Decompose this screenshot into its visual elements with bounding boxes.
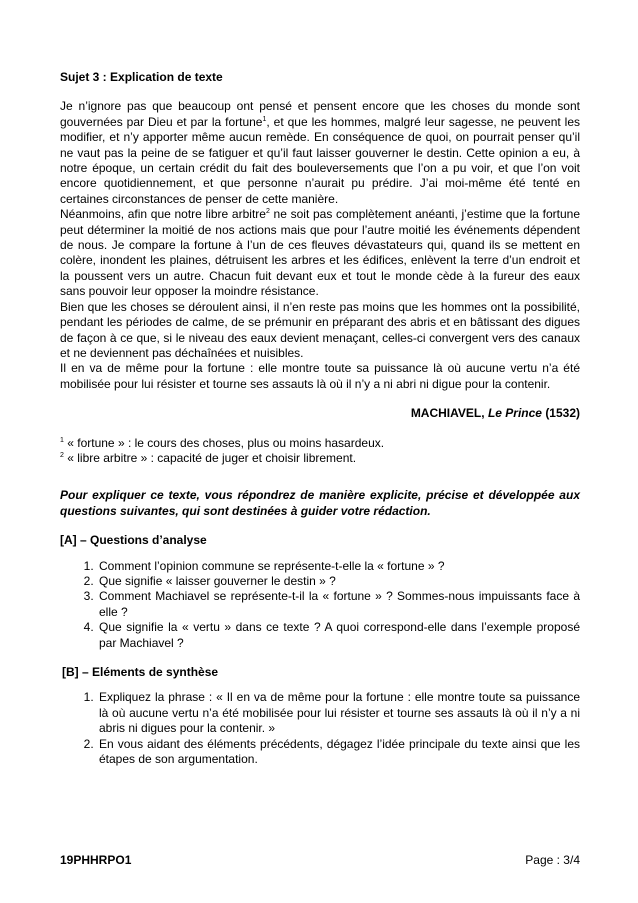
- author-citation: [60, 406, 580, 421]
- text-paragraph-4: Il en va de même pour la fortune : elle montre toute sa puissance là où aucune vertu n’a été mobilisée pour lui résister et tourne ses assauts là où il n’y a ni abri ni digue pour la contenir.: [60, 361, 580, 391]
- footnote-1: $^1$ « fortune » : le cours des choses, plus ou moins hasardeux.: [60, 435, 385, 450]
- work-title: Le Prince: [487, 406, 542, 421]
- list-item: 1. Expliquez la phrase : « Il en va de même pour la fortune : elle montre toute sa puissance là où aucune vertu n’a été mobilisée pour lui résister et tourne ses assauts là où il n’y a ni abris ni digues pour la contenir. »: [97, 690, 580, 736]
- list-item: 2. Que signifie « laisser gouverner le destin » ?: [97, 574, 580, 589]
- page-number: Page : 3/4: [525, 853, 580, 867]
- section-b-heading: [B] – Eléments de synthèse: [62, 665, 219, 679]
- author-name: MACHIAVEL,: [410, 406, 485, 421]
- list-item: 1. Comment l’opinion commune se représente-t-elle la « fortune » ?: [97, 559, 580, 574]
- work-year: (1532): [545, 406, 580, 421]
- instructions: Pour expliquer ce texte, vous répondrez de manière explicite, précise et développée aux questions suivantes, qui sont destinées à guider votre rédaction.: [60, 488, 580, 518]
- list-item: 4. Que signifie la « vertu » dans ce texte ? A quoi correspond-elle dans l’exemple proposé par Machiavel ?: [97, 620, 580, 651]
- section-a-list: [60, 559, 580, 651]
- text-paragraph-3: Bien que les choses se déroulent ainsi, il n’en reste pas moins que les hommes ont la possibilité, pendant les périodes de calme, de se prémunir en préparant des abris et en bâtissant des digues de façon à ce que, si le niveau des eaux devient menaçant, celles-ci convergent vers des canaux et ne deviennent pas déchaînées et nuisibles.: [60, 299, 580, 360]
- exam-code: 19PHHRPO1: [60, 853, 132, 867]
- document-body: [60, 70, 580, 781]
- text-paragraph-2: Néanmoins, afin que notre libre arbitre$^2$ ne soit pas complètement anéanti, j’estime que la fortune peut déterminer la moitié de nos actions mais que pour l’autre moitié les événements dépendent de nous. Je compare la fortune à l’un de ces fleuves dévastateurs qui, quand ils se mettent en colère, inondent les plaines, détruisent les arbres et les édifices, enlèvent la terre d’un endroit et la poussent vers un autre. Chacun fuit devant eux et tout le monde cède à la fureur des eaux sans pouvoir leur opposer la moindre résistance.: [60, 207, 580, 299]
- list-item: 2. En vous aidant des éléments précédents, dégagez l’idée principale du texte ainsi que les étapes de son argumentation.: [97, 737, 580, 768]
- subject-title: Sujet 3 : Explication de texte: [60, 70, 223, 84]
- section-b-list: [60, 690, 580, 767]
- footnote-2: $^2$ « libre arbitre » : capacité de juger et choisir librement.: [60, 450, 357, 465]
- section-a-heading: [A] – Questions d’analyse: [60, 533, 207, 548]
- text-paragraph-1: Je n’ignore pas que beaucoup ont pensé et pensent encore que les choses du monde sont gouvernées par Dieu et par la fortune$^1$, et que les hommes, malgré leur sagesse, ne peuvent les modifier, et n’y apporter même aucun remède. En conséquence de quoi, on pourrait penser qu’il ne vaut pas la peine de se fatiguer et qu’il faut laisser gouverner le destin. Cette opinion a eu, à notre époque, un certain crédit du fait des bouleversements que l’on a pu voir, et que l’on voit encore quotidiennement, et que personne n’aurait pu prédire. J’ai moi-même été tenté en certaines circonstances de penser de cette manière.: [60, 99, 580, 206]
- list-item: 3. Comment Machiavel se représente-t-il la « fortune » ? Sommes-nous impuissants face à elle ?: [97, 589, 580, 620]
- footnote-ref-2: 2: [265, 208, 270, 216]
- footnote-ref-1: 1: [262, 115, 267, 123]
